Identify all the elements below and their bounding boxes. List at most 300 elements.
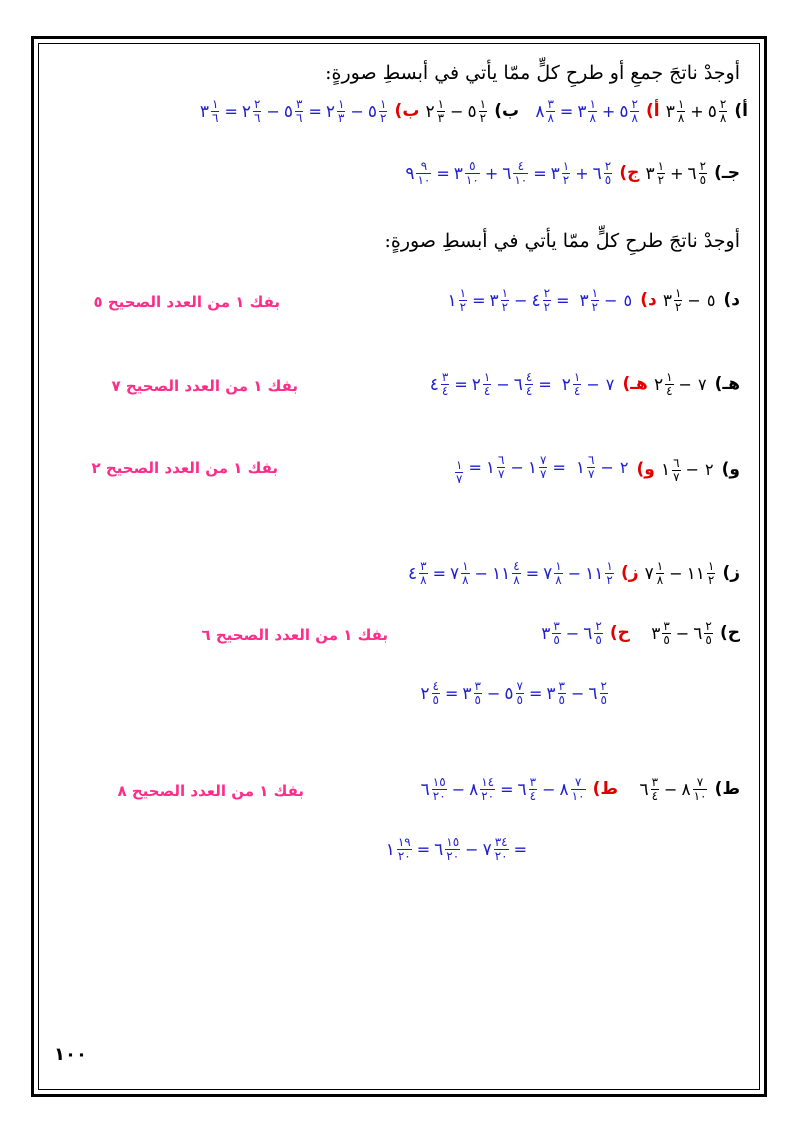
mixed-number xyxy=(645,560,666,587)
whole-part: ٢ xyxy=(325,101,335,122)
whole-part: ١ xyxy=(447,290,457,311)
mixed-number xyxy=(421,776,448,803)
denominator: ٥ xyxy=(595,633,602,647)
answer-a xyxy=(534,98,641,125)
whole-part: ٦ xyxy=(687,163,697,184)
numerator: ٦ xyxy=(587,453,595,467)
mixed-number xyxy=(430,371,451,398)
denominator: ٨ xyxy=(719,111,727,125)
fraction xyxy=(677,98,685,125)
borrow-note-ta: بفك ١ من العدد الصحيح ٨ xyxy=(117,782,304,800)
denominator: ٧ xyxy=(673,469,680,484)
operator: − xyxy=(567,563,582,583)
mixed-number xyxy=(687,560,717,587)
answer-b xyxy=(199,98,390,125)
fraction xyxy=(501,287,509,314)
whole-part: ١ xyxy=(660,460,671,480)
fraction xyxy=(416,160,431,187)
denominator: ٧ xyxy=(539,467,547,481)
operator: = xyxy=(552,457,566,477)
fraction xyxy=(704,620,712,647)
fraction xyxy=(494,836,509,863)
denominator: ٥ xyxy=(699,173,707,187)
mixed-number xyxy=(405,160,432,187)
mixed-number xyxy=(708,98,729,125)
answer-c-label: ج) xyxy=(619,163,640,183)
numerator: ١ xyxy=(437,97,445,111)
whole-part: ٢ xyxy=(241,101,251,122)
operator: − xyxy=(687,290,701,310)
fraction xyxy=(516,680,524,707)
mixed-number xyxy=(663,287,684,314)
whole-part: ٥ xyxy=(467,101,477,122)
numerator: ١ xyxy=(483,370,491,384)
operator: − xyxy=(450,101,464,121)
whole-part: ٣ xyxy=(662,290,672,311)
whole-part: ٦ xyxy=(502,163,512,184)
denominator: ٥ xyxy=(600,693,607,707)
operator: = xyxy=(513,839,527,859)
operator: = xyxy=(533,163,547,183)
answer-ha-line2 xyxy=(419,680,610,707)
mixed-number xyxy=(562,371,583,398)
denominator: ٨ xyxy=(555,573,562,587)
mixed-number xyxy=(483,836,510,863)
operator: = xyxy=(416,839,431,859)
denominator: ٢٠ xyxy=(481,789,495,803)
operator: − xyxy=(678,374,692,394)
fraction xyxy=(459,287,467,314)
whole-part: ١١ xyxy=(585,563,604,584)
whole-part: ٣ xyxy=(546,683,556,704)
mixed-number xyxy=(588,680,609,707)
numerator: ١٤ xyxy=(481,775,495,789)
denominator: ٨ xyxy=(462,573,469,587)
operator: − xyxy=(600,457,614,477)
numerator: ٢ xyxy=(254,97,261,111)
whole-part: ٩ xyxy=(405,163,415,184)
whole-part: ٨ xyxy=(559,779,569,800)
denominator: ٢ xyxy=(606,573,613,587)
borrow-note-h: بفك ١ من العدد الصحيح ٧ xyxy=(111,377,298,395)
mixed-number xyxy=(434,836,461,863)
whole-part: ٦ xyxy=(583,623,593,644)
mixed-number xyxy=(546,680,567,707)
answer-ta xyxy=(420,776,588,803)
mixed-number xyxy=(661,457,682,484)
whole-number: ٢ xyxy=(704,460,714,479)
fraction xyxy=(397,836,412,863)
row-d xyxy=(447,287,740,314)
mixed-number xyxy=(368,98,389,125)
fraction xyxy=(651,776,659,803)
denominator: ٥ xyxy=(474,693,481,707)
whole-part: ٦ xyxy=(434,839,444,860)
numerator: ١ xyxy=(501,286,509,300)
denominator: ٥ xyxy=(663,633,670,647)
operator: + xyxy=(575,163,589,183)
denominator: ٢٠ xyxy=(397,849,411,863)
mixed-number xyxy=(462,680,483,707)
fraction xyxy=(432,776,447,803)
numerator: ١ xyxy=(455,458,463,472)
answer-b-label: ب) xyxy=(394,101,420,121)
fraction xyxy=(546,98,554,125)
fraction xyxy=(211,98,219,125)
operator: − xyxy=(514,290,528,310)
fraction xyxy=(445,836,460,863)
fraction xyxy=(539,454,547,481)
whole-part: ٧ xyxy=(450,563,460,584)
answer-w-label: و) xyxy=(636,459,655,480)
whole-part: ٣ xyxy=(550,163,560,184)
mixed-number xyxy=(577,98,598,125)
mixed-number xyxy=(681,776,708,803)
fraction xyxy=(497,454,505,481)
mixed-number xyxy=(576,454,597,481)
numerator: ١ xyxy=(677,97,685,111)
whole-part: ٢ xyxy=(561,374,571,395)
fraction xyxy=(591,287,599,314)
problem-a-label: أ) xyxy=(734,101,748,121)
denominator: ٧ xyxy=(587,467,595,481)
denominator: ٤ xyxy=(651,789,659,803)
whole-part: ٣ xyxy=(665,101,675,122)
denominator: ٨ xyxy=(547,111,554,125)
numerator: ٢ xyxy=(699,159,707,173)
whole-part: ٨ xyxy=(681,779,691,800)
answer-w xyxy=(452,454,631,486)
mixed-number xyxy=(535,98,556,125)
fraction xyxy=(605,560,613,587)
denominator: ٣ xyxy=(437,111,445,125)
whole-number: ٥ xyxy=(706,290,716,310)
fraction xyxy=(594,620,602,647)
numerator: ٧ xyxy=(696,775,704,789)
fraction xyxy=(419,560,427,587)
borrow-note-d: بفك ١ من العدد الصحيح ٥ xyxy=(93,293,280,311)
mixed-number xyxy=(454,160,481,187)
answer-z xyxy=(407,560,616,587)
numerator: ١ xyxy=(338,97,345,111)
fraction xyxy=(441,371,449,398)
answer-h-label: هـ) xyxy=(622,374,648,394)
whole-part: ٦ xyxy=(639,779,649,800)
fraction xyxy=(437,98,445,125)
operator: = xyxy=(525,563,540,583)
denominator: ٢ xyxy=(562,173,570,187)
numerator: ١ xyxy=(459,286,467,300)
mixed-number xyxy=(502,160,529,187)
problem-d-question xyxy=(662,287,719,314)
operator: − xyxy=(350,101,364,121)
whole-part: ٦ xyxy=(513,374,523,395)
denominator: ٢ xyxy=(501,300,509,314)
mixed-number xyxy=(472,371,493,398)
whole-part: ٣ xyxy=(541,623,551,644)
whole-part: ٦ xyxy=(588,683,598,704)
mixed-number xyxy=(284,98,305,125)
whole-number: ٧ xyxy=(605,374,615,394)
operator: + xyxy=(601,101,616,121)
problem-b-question xyxy=(425,98,490,125)
whole-part: ٢ xyxy=(425,101,435,122)
denominator: ٣ xyxy=(338,111,345,125)
denominator: ٧ xyxy=(455,472,463,486)
fraction xyxy=(665,371,673,398)
operator: = xyxy=(454,374,468,394)
numerator: ٦ xyxy=(497,453,505,467)
borrow-note-ha: بفك ١ من العدد الصحيح ٦ xyxy=(201,626,388,644)
numerator: ١ xyxy=(591,286,599,300)
operator: − xyxy=(465,839,479,859)
numerator: ٢ xyxy=(604,159,612,173)
fraction xyxy=(337,98,345,125)
numerator: ١ xyxy=(479,97,487,111)
whole-part: ٣ xyxy=(579,290,589,311)
whole-part: ٣ xyxy=(489,290,499,311)
mixed-number xyxy=(408,560,429,587)
denominator: ٥ xyxy=(553,633,560,647)
fraction xyxy=(588,98,596,125)
row-z xyxy=(407,560,740,587)
denominator: ٥ xyxy=(558,693,565,707)
fraction xyxy=(483,371,491,398)
denominator: ٤ xyxy=(666,384,673,398)
row-c xyxy=(404,160,740,187)
whole-number: ٧ xyxy=(697,374,707,394)
answer-ta-line2 xyxy=(385,836,530,863)
whole-part: ٦ xyxy=(693,623,703,644)
whole-part: ٨ xyxy=(469,779,479,800)
operator: = xyxy=(556,290,570,310)
numerator: ٢ xyxy=(719,97,727,111)
operator: − xyxy=(487,683,501,703)
borrow-note-w: بفك ١ من العدد الصحيح ٢ xyxy=(91,459,278,477)
whole-part: ٧ xyxy=(644,563,654,584)
fraction xyxy=(630,98,638,125)
whole-part: ٧ xyxy=(482,839,492,860)
problem-a-question xyxy=(665,98,730,125)
denominator: ٤ xyxy=(529,789,537,803)
numerator: ١٥ xyxy=(432,775,446,789)
mixed-number xyxy=(200,98,221,125)
denominator: ١٠ xyxy=(465,173,479,187)
numerator: ١٥ xyxy=(446,835,460,849)
fraction xyxy=(465,160,480,187)
operator: = xyxy=(308,101,322,121)
operator: − xyxy=(669,563,683,583)
numerator: ٣ xyxy=(420,559,427,573)
numerator: ٣٤ xyxy=(494,835,508,849)
problem-d-label: د) xyxy=(723,290,740,310)
numerator: ١ xyxy=(589,97,596,111)
mixed-number xyxy=(585,560,615,587)
fraction xyxy=(295,98,303,125)
operator: + xyxy=(484,163,499,183)
numerator: ٢ xyxy=(600,679,607,693)
whole-part: ٦ xyxy=(420,779,430,800)
instruction-1: أوجدْ ناتجَ جمعِ أو طرحِ كلٍّ ممّا يأتي في أبسطِ صورةٍ: xyxy=(325,62,740,84)
whole-part: ٢ xyxy=(471,374,481,395)
problem-ha-question xyxy=(650,620,715,647)
whole-part: ٣ xyxy=(453,163,463,184)
fraction xyxy=(699,160,707,187)
mixed-number xyxy=(654,371,675,398)
mixed-number xyxy=(242,98,263,125)
fraction xyxy=(479,98,487,125)
numerator: ٢ xyxy=(543,286,551,300)
whole-part: ٥ xyxy=(504,683,514,704)
whole-part: ٣ xyxy=(462,683,472,704)
operator: = xyxy=(468,457,482,477)
mixed-number xyxy=(426,98,447,125)
mixed-number xyxy=(490,287,511,314)
operator: − xyxy=(685,460,699,479)
whole-part: ٤ xyxy=(531,290,541,311)
denominator: ٢ xyxy=(707,573,715,587)
mixed-number xyxy=(528,454,549,481)
denominator: ١٠ xyxy=(514,173,528,187)
answer-a-label: أ) xyxy=(646,101,660,121)
numerator: ٣ xyxy=(529,775,537,789)
numerator: ١ xyxy=(674,286,682,300)
operator: + xyxy=(670,163,684,183)
whole-part: ١ xyxy=(385,839,395,860)
whole-number: ٢ xyxy=(619,457,629,477)
mixed-number xyxy=(580,287,601,314)
numerator: ٦ xyxy=(673,455,680,470)
numerator: ٣ xyxy=(553,619,560,633)
problem-ta-question xyxy=(638,776,709,803)
operator: = xyxy=(436,163,450,183)
mixed-number xyxy=(645,160,666,187)
mixed-number xyxy=(532,287,553,314)
row-w xyxy=(452,454,740,486)
operator: − xyxy=(510,457,524,477)
problem-c-label: جـ) xyxy=(714,163,740,183)
numerator: ٤ xyxy=(517,159,525,173)
denominator: ٥ xyxy=(432,693,439,707)
fraction xyxy=(571,776,586,803)
answer-h xyxy=(429,371,618,398)
operator: = xyxy=(472,290,486,310)
denominator: ٤ xyxy=(441,384,449,398)
numerator: ١ xyxy=(573,370,581,384)
whole-number: ٥ xyxy=(623,290,633,310)
answer-d-label: د) xyxy=(640,290,657,310)
denominator: ٨ xyxy=(677,111,685,125)
whole-part: ٣ xyxy=(577,101,587,122)
denominator: ٢ xyxy=(543,300,551,314)
operator: − xyxy=(664,779,678,799)
whole-part: ٤ xyxy=(429,374,439,395)
denominator: ٢ xyxy=(459,300,467,314)
denominator: ٢ xyxy=(674,300,682,314)
mixed-number xyxy=(583,620,604,647)
denominator: ٤ xyxy=(483,384,491,398)
numerator: ١ xyxy=(562,159,570,173)
whole-part: ٨ xyxy=(535,101,545,122)
fraction xyxy=(529,776,537,803)
operator: − xyxy=(496,374,510,394)
numerator: ٧ xyxy=(516,679,523,693)
denominator: ١٠ xyxy=(417,173,431,187)
operator: − xyxy=(266,101,280,121)
numerator: ١ xyxy=(462,559,469,573)
numerator: ٣ xyxy=(558,679,565,693)
fraction xyxy=(379,98,387,125)
operator: = xyxy=(538,374,552,394)
instruction-2: أوجدْ ناتجَ طرحِ كلٍّ ممّا يأتي في أبسطِ صورةٍ: xyxy=(384,230,740,252)
whole-part: ٤ xyxy=(408,563,418,584)
problem-z-question xyxy=(644,560,718,587)
fraction xyxy=(573,371,581,398)
fraction xyxy=(672,457,680,484)
operator: − xyxy=(474,563,489,583)
mixed-number xyxy=(504,680,525,707)
denominator: ١٠ xyxy=(693,789,707,803)
fraction xyxy=(674,287,682,314)
denominator: ٨ xyxy=(513,573,520,587)
fraction xyxy=(461,560,469,587)
operator: = xyxy=(500,779,514,799)
whole-part: ٥ xyxy=(707,101,717,122)
fraction xyxy=(587,454,595,481)
problem-b-label: ب) xyxy=(494,101,520,121)
denominator: ٦ xyxy=(212,111,219,125)
mixed-number xyxy=(326,98,347,125)
mixed-number xyxy=(420,680,441,707)
denominator: ٥ xyxy=(705,633,712,647)
row-ha-line2 xyxy=(419,680,610,707)
numerator: ٧ xyxy=(539,453,547,467)
fraction xyxy=(554,560,562,587)
fraction xyxy=(693,776,708,803)
numerator: ٣ xyxy=(651,775,659,789)
fraction xyxy=(600,680,608,707)
problem-h-label: هـ) xyxy=(714,374,740,394)
mixed-number xyxy=(453,459,464,486)
whole-part: ٣ xyxy=(199,101,209,122)
fraction xyxy=(513,160,528,187)
mixed-number xyxy=(541,620,562,647)
answer-ha-label: ح) xyxy=(609,623,630,643)
whole-part: ٥ xyxy=(367,101,377,122)
problem-w-label: و) xyxy=(721,459,740,480)
denominator: ٤ xyxy=(573,384,581,398)
mixed-number xyxy=(486,454,507,481)
row-ta-line2 xyxy=(385,836,530,863)
numerator: ٣ xyxy=(663,619,670,633)
whole-part: ١١ xyxy=(492,563,511,584)
operator: − xyxy=(571,683,585,703)
operator: = xyxy=(445,683,459,703)
fraction xyxy=(474,680,482,707)
row-h xyxy=(429,371,740,398)
operator: = xyxy=(432,563,447,583)
fraction xyxy=(455,459,463,486)
numerator: ١٩ xyxy=(397,835,411,849)
fraction xyxy=(562,160,570,187)
operator: = xyxy=(529,683,543,703)
denominator: ٢ xyxy=(380,111,387,125)
numerator: ٥ xyxy=(469,159,476,173)
denominator: ٦ xyxy=(296,111,303,125)
operator: − xyxy=(451,779,466,799)
numerator: ١ xyxy=(707,559,715,573)
whole-part: ١ xyxy=(575,457,585,478)
